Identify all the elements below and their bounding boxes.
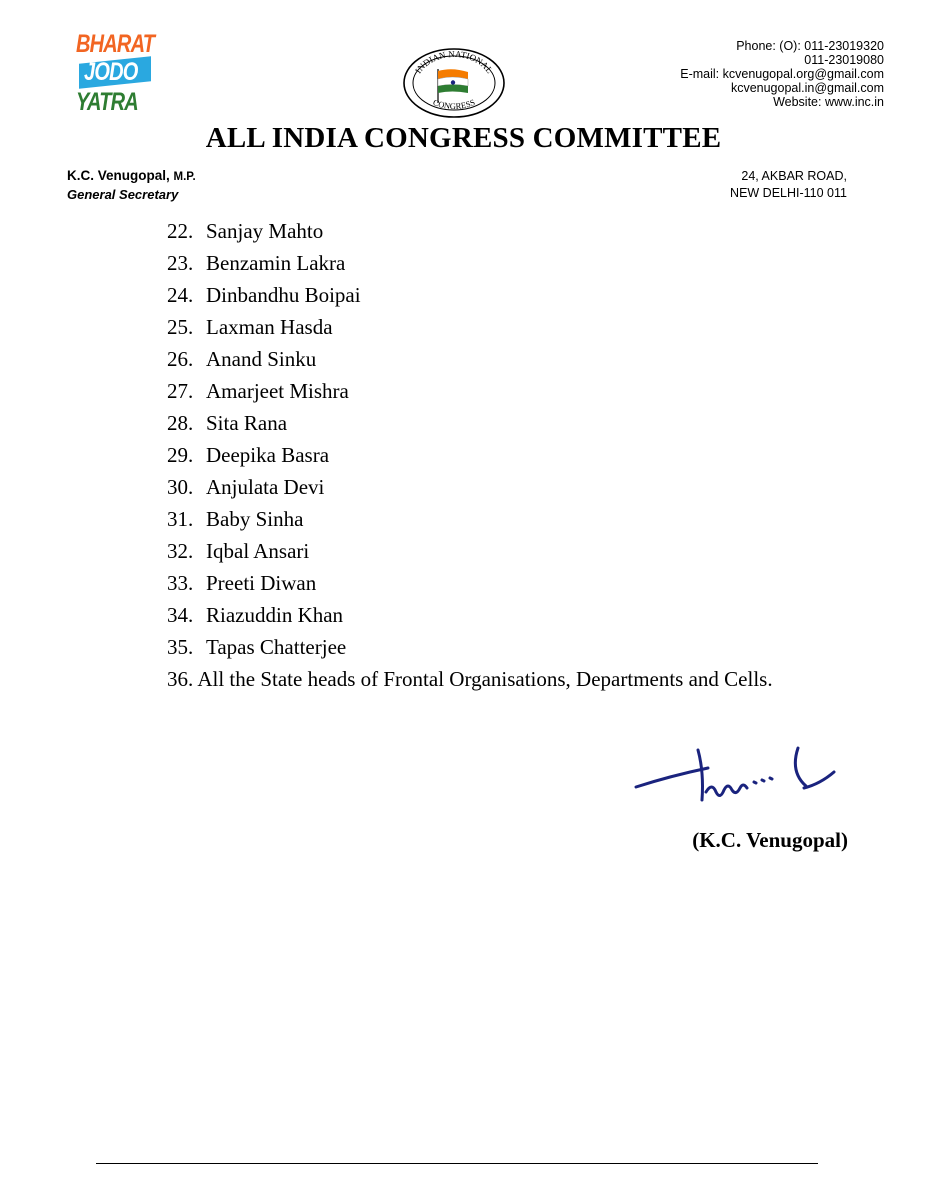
list-item-name: Tapas Chatterjee bbox=[206, 635, 347, 659]
handwritten-signature bbox=[630, 742, 840, 814]
address-block bbox=[730, 168, 847, 202]
list-item-name: Sita Rana bbox=[206, 411, 288, 435]
flag-icon bbox=[438, 69, 468, 103]
logo-word-yatra: YATRA bbox=[76, 88, 138, 116]
list-item-number: 36. bbox=[167, 667, 194, 691]
list-item bbox=[167, 375, 847, 407]
list-item bbox=[167, 279, 847, 311]
list-item-name: Sanjay Mahto bbox=[206, 219, 324, 243]
list-item-number: 29. bbox=[167, 443, 194, 467]
list-item-number: 25. bbox=[167, 315, 194, 339]
organization-title: ALL INDIA CONGRESS COMMITTEE bbox=[205, 122, 722, 154]
list-item-number: 31. bbox=[167, 507, 194, 531]
signatory-name: (K.C. Venugopal) bbox=[692, 828, 848, 852]
address-line-1: 24, AKBAR ROAD, bbox=[741, 169, 847, 183]
list-item-number: 28. bbox=[167, 411, 194, 435]
bharat-jodo-yatra-logo bbox=[76, 32, 158, 118]
list-item bbox=[167, 343, 847, 375]
list-item bbox=[167, 503, 847, 535]
list-item bbox=[167, 215, 847, 247]
list-item-number: 26. bbox=[167, 347, 194, 371]
list-item-name: Riazuddin Khan bbox=[206, 603, 344, 627]
list-item-number: 33. bbox=[167, 571, 194, 595]
list-item-name: Anand Sinku bbox=[206, 347, 317, 371]
list-item-name: Benzamin Lakra bbox=[206, 251, 346, 275]
list-item bbox=[167, 247, 847, 279]
list-item bbox=[167, 311, 847, 343]
list-item-number: 30. bbox=[167, 475, 194, 499]
list-item bbox=[167, 599, 847, 631]
address-line-2: NEW DELHI-110 011 bbox=[730, 186, 847, 200]
emblem-top-text: INDIAN NATIONAL bbox=[413, 48, 495, 76]
sender-name: K.C. Venugopal, bbox=[67, 168, 170, 183]
list-item-number: 27. bbox=[167, 379, 194, 403]
list-item-name: Baby Sinha bbox=[206, 507, 304, 531]
sender-role: General Secretary bbox=[67, 187, 179, 202]
contact-email-2: kcvenugopal.in@gmail.com bbox=[730, 81, 884, 95]
footer-divider bbox=[96, 1163, 818, 1164]
list-item-number: 35. bbox=[167, 635, 194, 659]
sender-block bbox=[67, 167, 196, 204]
contact-email-1: E-mail: kcvenugopal.org@gmail.com bbox=[680, 67, 884, 81]
list-item-name: Dinbandhu Boipai bbox=[206, 283, 361, 307]
list-item bbox=[167, 567, 847, 599]
list-item-number: 22. bbox=[167, 219, 194, 243]
sender-suffix: M.P. bbox=[173, 171, 196, 183]
list-item-last bbox=[167, 663, 847, 695]
list-item bbox=[167, 439, 847, 471]
list-item bbox=[167, 631, 847, 663]
list-item bbox=[167, 535, 847, 567]
list-item-name: Preeti Diwan bbox=[206, 571, 317, 595]
list-item-name: Anjulata Devi bbox=[206, 475, 325, 499]
list-item-text: All the State heads of Frontal Organisations, Departments and Cells. bbox=[197, 667, 773, 691]
list-item-number: 34. bbox=[167, 603, 194, 627]
list-item bbox=[167, 407, 847, 439]
contact-website: Website: www.inc.in bbox=[773, 95, 884, 109]
emblem-bottom-text: CONGRESS bbox=[431, 97, 477, 112]
list-item-number: 32. bbox=[167, 539, 194, 563]
list-item-number: 23. bbox=[167, 251, 194, 275]
logo-word-bharat: BHARAT bbox=[76, 30, 155, 58]
inc-emblem-icon bbox=[402, 47, 506, 119]
list-item-name: Deepika Basra bbox=[206, 443, 330, 467]
list-item bbox=[167, 471, 847, 503]
contact-phone-2: 011-23019080 bbox=[804, 53, 884, 67]
member-list bbox=[167, 215, 847, 695]
list-item-name: Amarjeet Mishra bbox=[206, 379, 349, 403]
contact-block bbox=[680, 39, 884, 109]
list-item-name: Iqbal Ansari bbox=[206, 539, 310, 563]
contact-phone-1: Phone: (O): 011-23019320 bbox=[736, 39, 884, 53]
list-item-number: 24. bbox=[167, 283, 194, 307]
logo-word-jodo: JODO bbox=[84, 58, 138, 86]
list-item-name: Laxman Hasda bbox=[206, 315, 333, 339]
